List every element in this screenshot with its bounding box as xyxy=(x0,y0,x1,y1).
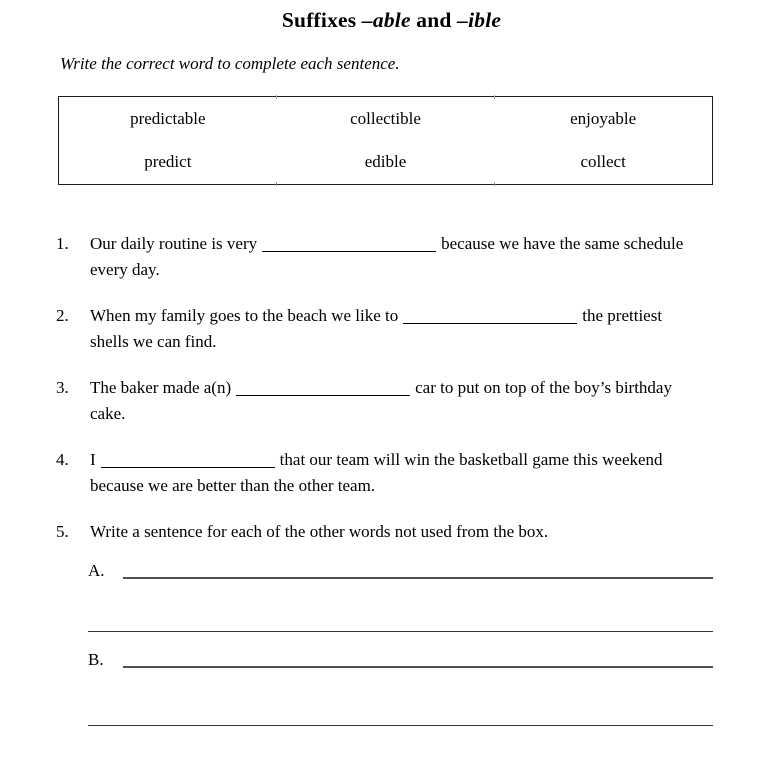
title-suffix-ible: –ible xyxy=(457,8,502,32)
question-text-before: When my family goes to the beach we like to xyxy=(90,306,399,325)
question-5 xyxy=(56,519,713,545)
column-tick xyxy=(276,182,277,186)
question-text-after: car to put on top of the boy’s birthday xyxy=(415,378,672,397)
question-text-after: because we have the same schedule xyxy=(441,234,684,253)
word-bank-item: collect xyxy=(580,152,626,172)
free-response-area xyxy=(56,557,713,726)
question-text-before: I xyxy=(90,450,96,469)
question-text xyxy=(90,375,713,427)
writing-line-a[interactable] xyxy=(123,575,713,579)
question-number: 5. xyxy=(56,522,69,541)
answer-blank[interactable] xyxy=(236,395,410,396)
question-number: 4. xyxy=(56,450,69,469)
question-1 xyxy=(56,231,713,283)
column-tick xyxy=(276,95,277,99)
title-suffix-able: –able xyxy=(361,8,411,32)
question-text: Write a sentence for each of the other words not used from the box. xyxy=(90,522,549,541)
answer-blank[interactable] xyxy=(101,467,275,468)
writing-line-b-continued[interactable] xyxy=(88,725,713,726)
column-tick xyxy=(494,95,495,99)
question-number: 2. xyxy=(56,306,69,325)
question-text-line2: cake. xyxy=(90,404,126,423)
word-bank-box xyxy=(58,96,713,185)
instructions-text: Write the correct word to complete each sentence. xyxy=(60,54,400,73)
answer-row-a xyxy=(88,557,713,583)
question-number: 1. xyxy=(56,234,69,253)
answer-label-a: A. xyxy=(88,561,105,580)
word-bank-grid xyxy=(59,97,712,184)
question-text xyxy=(90,231,713,283)
writing-line-a-continued[interactable] xyxy=(88,631,713,632)
question-2 xyxy=(56,303,713,355)
word-bank-item: collectible xyxy=(350,108,421,128)
question-3 xyxy=(56,375,713,427)
word-bank-item: edible xyxy=(364,152,407,172)
title-conjunction: and xyxy=(416,8,452,32)
page-title xyxy=(0,0,783,33)
word-bank-item: predict xyxy=(144,152,192,172)
answer-label-b: B. xyxy=(88,650,104,669)
answer-blank[interactable] xyxy=(262,251,436,252)
question-text xyxy=(90,303,713,355)
writing-line-b[interactable] xyxy=(123,664,713,668)
question-text xyxy=(90,447,713,499)
question-list xyxy=(56,231,713,726)
title-word: Suffixes xyxy=(281,8,357,32)
question-text-after: the prettiest xyxy=(582,306,663,325)
question-text-before: The baker made a(n) xyxy=(90,378,232,397)
word-bank-item: predictable xyxy=(130,108,206,128)
answer-row-b xyxy=(88,646,713,672)
question-number: 3. xyxy=(56,378,69,397)
question-text-before: Our daily routine is very xyxy=(90,234,258,253)
question-text-line2: every day. xyxy=(90,260,160,279)
question-4 xyxy=(56,447,713,499)
question-text-line2: shells we can find. xyxy=(90,332,217,351)
question-text-line2: because we are better than the other team. xyxy=(90,476,376,495)
word-bank-item: enjoyable xyxy=(570,108,637,128)
column-tick xyxy=(494,182,495,186)
answer-blank[interactable] xyxy=(403,323,577,324)
question-text-after: that our team will win the basketball game this weekend xyxy=(279,450,663,469)
